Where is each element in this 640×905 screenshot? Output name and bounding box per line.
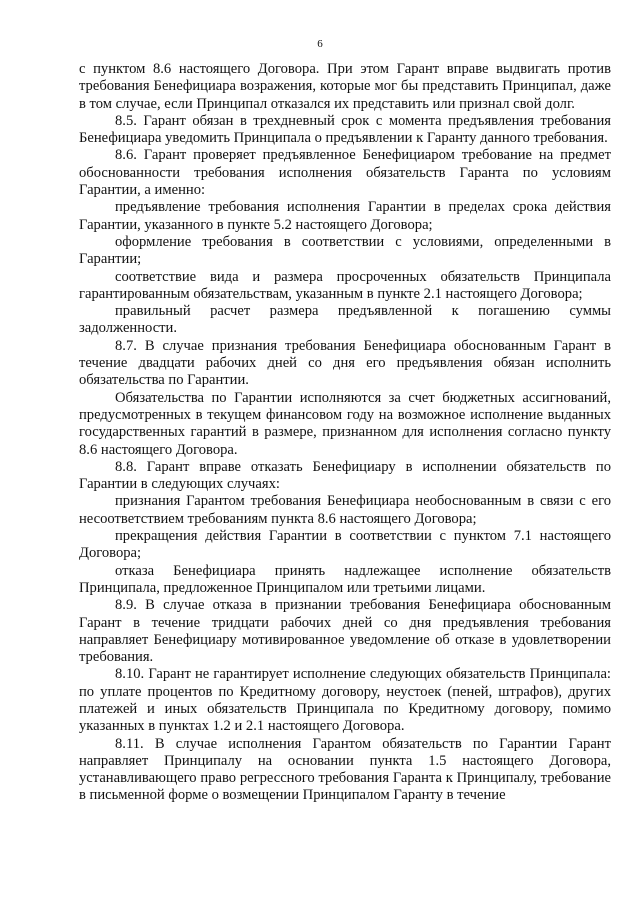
paragraph: 8.10. Гарант не гарантирует исполнение следующих обязательств Принципала: по уплате процентов по Кредитному договору, неустоек (пеней, штрафов), других платежей и иных обязательств Принципала по Кредитному договору, помимо указанных в пунктах 1.2 и 2.1 настоящего Договора. [79,666,611,735]
paragraph: 8.8. Гарант вправе отказать Бенефициару в исполнении обязательств по Гарантии в следующих случаях: [79,458,611,493]
paragraph: Обязательства по Гарантии исполняются за счет бюджетных ассигнований, предусмотренных в текущем финансовом году на возможное исполнение выданных государственных гарантий в размере, признанном для исполнения согласно пункту 8.6 настоящего Договора. [79,389,611,458]
document-body [79,61,611,805]
paragraph: признания Гарантом требования Бенефициара необоснованным в связи с его несоответствием требованиям пункта 8.6 настоящего Договора; [79,493,611,527]
paragraph: оформление требования в соответствии с условиями, определенными в Гарантии; [79,233,611,268]
paragraph: прекращения действия Гарантии в соответствии с пунктом 7.1 настоящего Договора; [79,528,611,562]
paragraph: 8.6. Гарант проверяет предъявленное Бенефициаром требование на предмет обоснованности требования исполнения обязательств Гаранта по условиям Гарантии, а именно: [79,147,611,199]
paragraph: 8.7. В случае признания требования Бенефициара обоснованным Гарант в течение двадцати рабочих дней со дня его предъявления обязан исполнить обязательства по Гарантии. [79,337,611,389]
paragraph: 8.11. В случае исполнения Гарантом обязательств по Гарантии Гарант направляет Принципалу на основании пункта 1.5 настоящего Договора, устанавливающего право регрессного требования Гаранта к Принципалу, требование в письменной форме о возмещении Принципалом Гаранту в течение [79,735,611,804]
paragraph: с пунктом 8.6 настоящего Договора. При этом Гарант вправе выдвигать против требования Бенефициара возражения, которые мог бы представить Принципал, даже в том случае, если Принципал отказался их представить или признал свой долг. [79,61,611,112]
paragraph: 8.9. В случае отказа в признании требования Бенефициара обоснованным Гарант в течение тридцати рабочих дней со дня предъявления требования направляет Бенефициару мотивированное уведомление об отказе в удовлетворении требования. [79,597,611,666]
paragraph: 8.5. Гарант обязан в трехдневный срок с момента предъявления требования Бенефициара уведомить Принципала о предъявлении к Гаранту данного требования. [79,112,611,147]
paragraph: предъявление требования исполнения Гарантии в пределах срока действия Гарантии, указанного в пункте 5.2 настоящего Договора; [79,199,611,233]
paragraph: соответствие вида и размера просроченных обязательств Принципала гарантированным обязательствам, указанным в пункте 2.1 настоящего Договора; [79,268,611,302]
page-number: 6 [317,38,323,50]
paragraph: отказа Бенефициара принять надлежащее исполнение обязательств Принципала, предложенное Принципалом или третьими лицами. [79,562,611,596]
paragraph: правильный расчет размера предъявленной к погашению суммы задолженности. [79,303,611,337]
